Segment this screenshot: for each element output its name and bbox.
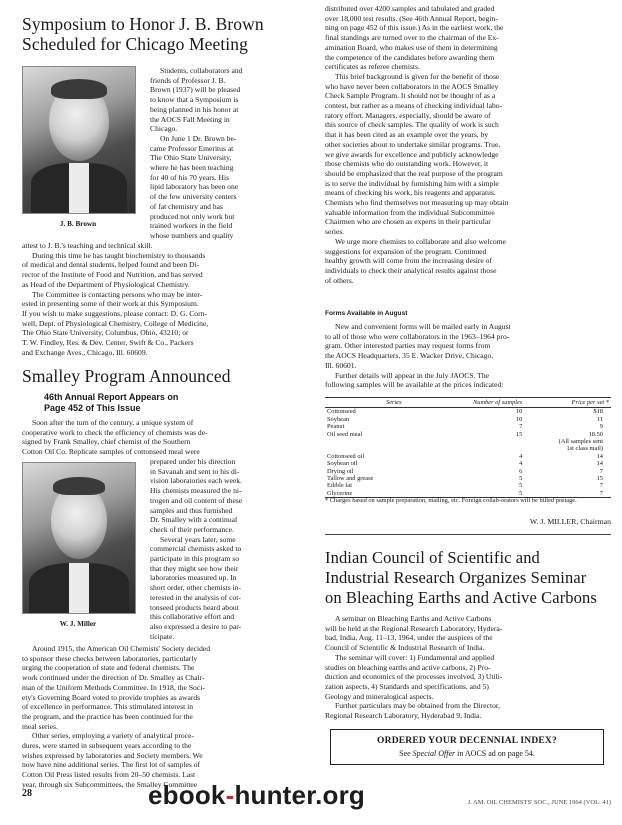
miller-photo — [22, 462, 136, 614]
brown-photo — [22, 66, 136, 214]
brown-title-line: Scheduled for Chicago Meeting — [22, 34, 248, 54]
brown-body-text: attest to J. B.'s teaching and technical skill. During this time he has taught biochemistry to thousands of medical and dental students, helped found and been Di- rector of the Institute of Food and Nutrition, and has served as Head of the Department of Physiological Chemistry. The Committee is contacting persons who may be inter- ested in presenting some of their work at this Symposium. If you wish to make suggestions, please contact: D. G. Corn- well, Dept. of Physiological Chemistry, College of Medicine, The Ohio State University, Columbus, Ohio, 43210; or T. W. Findley, Res. & Dev. Center, Swift & Co., Packers and Exchange Aves., Chicago, Ill. 60609. — [22, 241, 209, 357]
forms-text: New and convenient forms will be mailed early in August to all of those who were collaborators in the 1963–1964 pro- gram. Other interested parties may request forms from the AOCS Headquarters, 35 E. Wacker Drive, Chicago, Ill. 60601. Further details will appear in the July JAOCS. The following samples will be available at the prices indicated: — [325, 322, 511, 390]
site-watermark: ebook-hunter.org — [148, 780, 365, 810]
table-row: Peanut 7 9 — [327, 423, 603, 431]
col-header-series: Series — [325, 398, 463, 408]
table-row: Cottonseed 10 $18 — [327, 408, 603, 416]
brown-article-title — [22, 14, 312, 54]
smalley-subtitle: 46th Annual Report Appears on Page 452 of This Issue — [44, 392, 179, 413]
india-article-title: Indian Council of Scientific and Industrial Research Organizes Seminar on Bleaching Earths and Active Carbons — [325, 548, 597, 607]
smalley-continued-text: distributed over 4200 samples and tabulated and graded over 18,000 test results. (See 46th Annual Report, begin- ning on page 452 of this issue.) As in the earliest work, the final standings are turned over to the chairman of the Ex- amination Board, who makes use of them in determining the competence of the candidates before awarding them certificates as referee chemists. This brief background is given for the benefit of those who have never been collaborators in the AOCS Smalley Check Sample Program. It should not be thought of as a contest, but rather as a means of checking individual labo- ratory effort. Managers, especially, should be aware of this source of check samples. The quality of work is such that it has been cited as an example over the years, by other societies about to undertake similar programs. True, we give awards for excellence and publicly acknowledge those chemists who do outstanding work. However, it should be emphasized that the real purpose of the program is to serve the individual by furnishing him with a simple means of checking his work, his reagents and apparatus. Chemists who find themselves not measuring up may obtain valuable information from the individual Subcommittee Chairmen who are chosen as experts in their particular series. We urge more chemists to collaborate and also welcome suggestions for expansion of the program. Continued healthy growth will come from the increasing desire of individuals to check their analytical results against those of others. — [325, 4, 509, 285]
table-row: Cottonseed oil 4 14 — [327, 452, 603, 460]
table-row: 1st class mail) — [566, 445, 603, 453]
miller-signature: W. J. MILLER, Chairman — [529, 517, 611, 526]
samples-table — [325, 397, 611, 498]
miller-caption: W. J. Miller — [59, 620, 97, 628]
col-header-price: Price per set * — [524, 398, 611, 408]
brown-title-line: Symposium to Honor J. B. Brown — [22, 14, 264, 34]
box-text: See Special Offer in AOCS ad on page 54. — [399, 749, 535, 758]
table-row: Soybean 10 11 — [327, 415, 603, 423]
smalley-body-text: Around 1915, the American Oil Chemists' Society decided to sponsor these checks between laboratories, particularly urging the cooperation of state and federal chemists. The work continued under the direction of Dr. Smalley as Chair- man of the Uniform Methods Committee. In 1918, the Soci- ety's Governing Board voted to provide trophies as awards of excellence in performance. This stimulated interest in the program, and the practice has been continued for the meal series. Other series, employing a variety of analytical proce- dures, were started in subsequent years according to the wishes expressed by laboratories and Society members. We now have nine additional series. The first lot of samples of Cotton Oil Press listed results from 20–50 chemists. Last year, through six Subcommittees, the Smalley Committee — [22, 644, 211, 789]
table-row: Tallow and grease 5 15 — [327, 475, 603, 483]
decennial-index-box — [330, 729, 604, 765]
forms-heading: Forms Available in August — [325, 310, 408, 317]
table-row: Edible fat 5 7 — [327, 482, 603, 490]
table-header-row — [325, 398, 611, 408]
table-row: Glycerine 5 7 — [325, 490, 611, 498]
table-row: Soybean oil 4 14 — [327, 460, 603, 468]
smalley-intro-text: Soon after the turn of the century, a unique system of cooperative work to check the efficiency of chemists was de- signed by Frank Smalley, chief chemist of the Southern Cotton Oil Co. Replicate samples of cottonseed meal were — [22, 418, 208, 457]
table-footnote: * Charges based on sample preparation, mailing, etc. Foreign collab-orators will be billed postage. — [325, 497, 577, 504]
table-row: (All samples sent — [558, 438, 603, 446]
section-divider — [325, 534, 611, 535]
smalley-wrap-text: prepared under his direction in Savanah and sent to his di- vision laboratories each week. His chemists measured the ni- trogen and oil content of these samples and thus furnished Dr. Smalley with a continual check of their performance. Several years later, some commercial chemists asked to participate in this program so that they might see how their laboratories measured up. In short order, other chemists in- terested in the analysis of cot- tonseed products heard about this collaborative effort and also expressed a desire to par- ticipate. — [150, 457, 243, 641]
brown-wrap-text: Students, collaborators and friends of Professor J. B. Brown (1937) will be pleased to know that a Symposium is being planned in his honor at the AOCS Fall Meeting in Chicago. On June 1 Dr. Brown be- came Professor Emeritus at The Ohio State University, where he has been teaching for 40 of his 70 years. His lipid laboratory has been one of the few university centers of fat chemistry and has produced not only work but trained workers in the field whose numbers and quality — [150, 66, 243, 240]
table-row: Oil seed meal 15 18.50 — [327, 430, 603, 438]
page-number: 28 — [22, 788, 32, 799]
box-title: ORDERED YOUR DECENNIAL INDEX? — [377, 736, 557, 746]
journal-footer: J. AM. OIL CHEMISTS' SOC., JUNE 1964 (VOL. 41) — [467, 799, 611, 806]
brown-caption: J. B. Brown — [59, 220, 97, 228]
india-body-text: A seminar on Bleaching Earths and Active Carbons will be held at the Regional Research Laboratory, Hydera- bad, India, Aug. 11–13, 1964, under the auspices of the Council of Scientific & Industrial Research of India. The seminar will cover: 1) Fundamental and applied studies on bleaching earths and active carbons, 2) Pro- duction and economics of the processes involved, 3) Utili- zation aspects, 4) Standards and specifications, and 5) Geology and mineralogical aspects. Further particulars may be obtained from the Director, Regional Research Laboratory, Hyderabad 9, India. — [325, 614, 503, 721]
col-header-number: Number of samples — [463, 398, 525, 408]
smalley-article-title: Smalley Program Announced — [22, 366, 231, 386]
table-row: Drying oil 6 7 — [327, 467, 603, 475]
